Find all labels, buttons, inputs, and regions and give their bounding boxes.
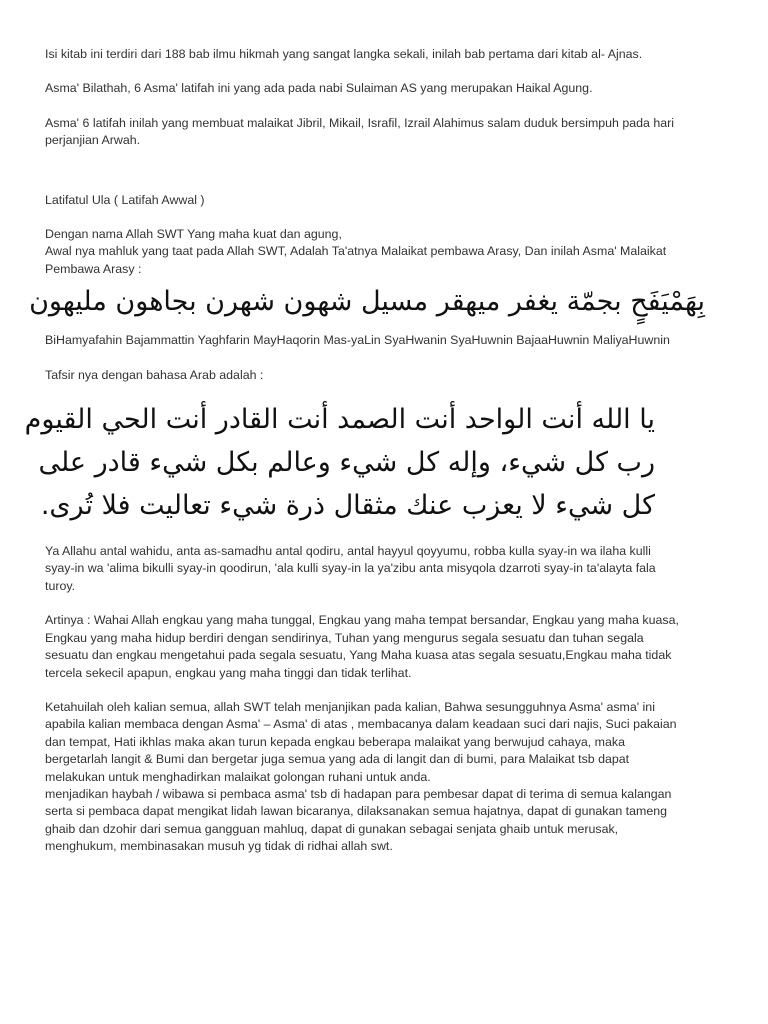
text-line: Ya Allahu antal wahidu, anta as-samadhu antal qodiru, antal hayyul qoyyumu, robba kulla syay-in wa ilaha kulli [45, 544, 651, 559]
text-line: perjanjian Arwah. [45, 133, 141, 148]
text-line: menghukum, membinasakan musuh yg tidak di ridhai allah swt. [45, 839, 393, 854]
text-line: Pembawa Arasy : [45, 261, 142, 276]
text-line: bergetarlah langit & Bumi dan bergetar juga semua yang ada di langit dan di bumi, para Malaikat tsb dapat [45, 752, 630, 767]
text-line: turoy. [45, 578, 76, 593]
text-line: Awal nya mahluk yang taat pada Allah SWT, Adalah Ta'atnya Malaikat pembawa Arasy, Dan inilah Asma' Malaikat [45, 244, 667, 259]
text-line: Asma' 6 latifah inilah yang membuat malaikat Jibril, Mikail, Israfil, Izrail Alahimus salam duduk bersimpuh pada hari [45, 115, 675, 130]
text-line: apabila kalian membaca dengan Asma' – Asma' di atas , membacanya dalam keadaan suci dari najis, Suci pakaian [45, 717, 677, 732]
arabic-asma-text [29, 284, 705, 320]
intro-paragraph-2: Asma' Bilathah, 6 Asma' latifah ini yang ada pada nabi Sulaiman AS yang merupakan Haikal Agung. [45, 81, 593, 96]
transliteration-text: BiHamyafahin Bajammattin Yaghfarin MayHaqorin Mas-yaLin SyaHwanin SyaHuwnin BajaaHuwnin MaliyaHuwnin [45, 333, 670, 348]
text-line: Ketahuilah oleh kalian semua, allah SWT telah menjanjikan pada kalian, Bahwa sesungguhnya Asma' asma' ini [45, 699, 655, 714]
artinya-paragraph [45, 612, 735, 682]
arabic-line: يا الله أنت الواحد أنت الصمد أنت القادر أنت الحي القيوم [24, 404, 655, 436]
tafsir-intro: Tafsir nya dengan bahasa Arab adalah : [45, 367, 264, 382]
intro-paragraph-3 [45, 115, 735, 150]
text-line: tercela sekecil apapun, engkau yang maha tinggi dan tidak terlihat. [45, 665, 412, 680]
text-line: Artinya : Wahai Allah engkau yang maha tunggal, Engkau yang maha tempat bersandar, Engkau yang maha kuasa, [45, 613, 679, 628]
document-page [24, 46, 735, 856]
intro-paragraph-1: Isi kitab ini terdiri dari 188 bab ilmu hikmah yang sangat langka sekali, inilah bab pertama dari kitab al- Ajnas. [45, 47, 643, 61]
latin-reading-paragraph [45, 543, 735, 595]
text-line: serta si pembaca dapat mengikat lidah lawan bicaranya, dilaksanakan semua hajatnya, dapat di gunakan tameng [45, 804, 667, 819]
arabic-line: بِهَمْيَفَحٍ بجمّة يغفر ميهقر مسيل شهون شهرن بجاهون مليهون [29, 286, 705, 318]
ketahuilah-paragraph [45, 699, 735, 856]
text-line: ghaib dan dzohir dari semua gangguan mahluq, dapat di gunakan sebagai senjata ghaib untuk merusak, [45, 821, 619, 836]
section-paragraph-1: Dengan nama Allah SWT Yang maha kuat dan agung, [45, 227, 342, 242]
text-line: syay-in wa 'alima bikulli syay-in qoodirun, 'ala kulli syay-in la ya'zibu anta misyqola dzarroti syay-in ta'alayta fala [45, 561, 656, 576]
section-paragraph-2 [45, 243, 735, 278]
text-line: sesuatu dan engkau mengetahui pada segala sesuatu, Yang Maha kuasa atas segala sesuatu,Engkau maha tidak [45, 648, 672, 663]
section-heading: Latifatul Ula ( Latifah Awwal ) [45, 192, 205, 207]
text-line: Engkau yang maha hidup berdiri dengan sendirinya, Tuhan yang mengurus segala sesuatu dan tuhan segala [45, 630, 644, 645]
arabic-line: رب كل شيء، وإله كل شيء وعالم بكل شيء قادر على [38, 447, 655, 479]
arabic-line: كل شيء لا يعزب عنك مثقال ذرة شيء تعاليت فلا تُرى. [40, 490, 655, 522]
text-line: melakukan untuk menghadirkan malaikat golongan ruhani untuk anda. [45, 769, 431, 784]
arabic-tafsir-text [24, 398, 655, 527]
text-line: menjadikan haybah / wibawa si pembaca asma' tsb di hadapan para pembesar dapat di terima di semua kalangan [45, 786, 672, 801]
text-line: dan tempat, Hati ikhlas maka akan turun kepada engkau beberapa malaikat yang berwujud cahaya, maka [45, 734, 625, 749]
